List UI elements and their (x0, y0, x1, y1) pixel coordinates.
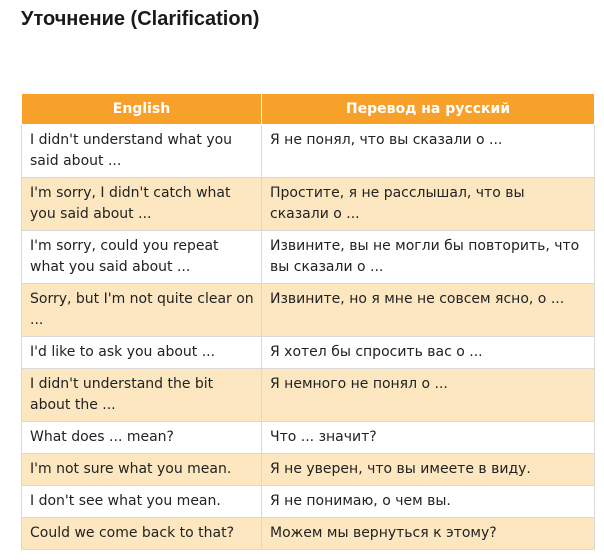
russian-translation: Извините, вы не могли бы повторить, что вы сказали о ... (262, 231, 595, 284)
phrase-table (21, 94, 595, 550)
russian-translation: Что ... значит? (262, 422, 595, 454)
table-row (22, 486, 595, 518)
russian-translation: Я не понял, что вы сказали о ... (262, 125, 595, 178)
english-phrase: I'm sorry, I didn't catch what you said about ... (22, 178, 262, 231)
table-row (22, 369, 595, 422)
english-phrase: Could we come back to that? (22, 518, 262, 550)
table-row (22, 454, 595, 486)
page-title: Уточнение (Clarification) (21, 8, 260, 30)
table-row (22, 284, 595, 337)
russian-translation: Я немного не понял о ... (262, 369, 595, 422)
table-row (22, 337, 595, 369)
table-row (22, 125, 595, 178)
english-phrase: I'm not sure what you mean. (22, 454, 262, 486)
table-row (22, 231, 595, 284)
english-phrase: I'd like to ask you about ... (22, 337, 262, 369)
table-row (22, 178, 595, 231)
table-row (22, 518, 595, 550)
table-header-row (22, 94, 595, 125)
russian-translation: Можем мы вернуться к этому? (262, 518, 595, 550)
english-phrase: Sorry, but I'm not quite clear on ... (22, 284, 262, 337)
russian-translation: Извините, но я мне не совсем ясно, о ... (262, 284, 595, 337)
russian-translation: Я хотел бы спросить вас о ... (262, 337, 595, 369)
english-phrase: I'm sorry, could you repeat what you said about ... (22, 231, 262, 284)
table-row (22, 422, 595, 454)
column-header-english: English (22, 94, 262, 125)
english-phrase: I didn't understand the bit about the ... (22, 369, 262, 422)
english-phrase: I don't see what you mean. (22, 486, 262, 518)
column-header-russian: Перевод на русский (262, 94, 595, 125)
russian-translation: Я не уверен, что вы имеете в виду. (262, 454, 595, 486)
russian-translation: Простите, я не расслышал, что вы сказали о ... (262, 178, 595, 231)
russian-translation: Я не понимаю, о чем вы. (262, 486, 595, 518)
english-phrase: What does ... mean? (22, 422, 262, 454)
english-phrase: I didn't understand what you said about ... (22, 125, 262, 178)
